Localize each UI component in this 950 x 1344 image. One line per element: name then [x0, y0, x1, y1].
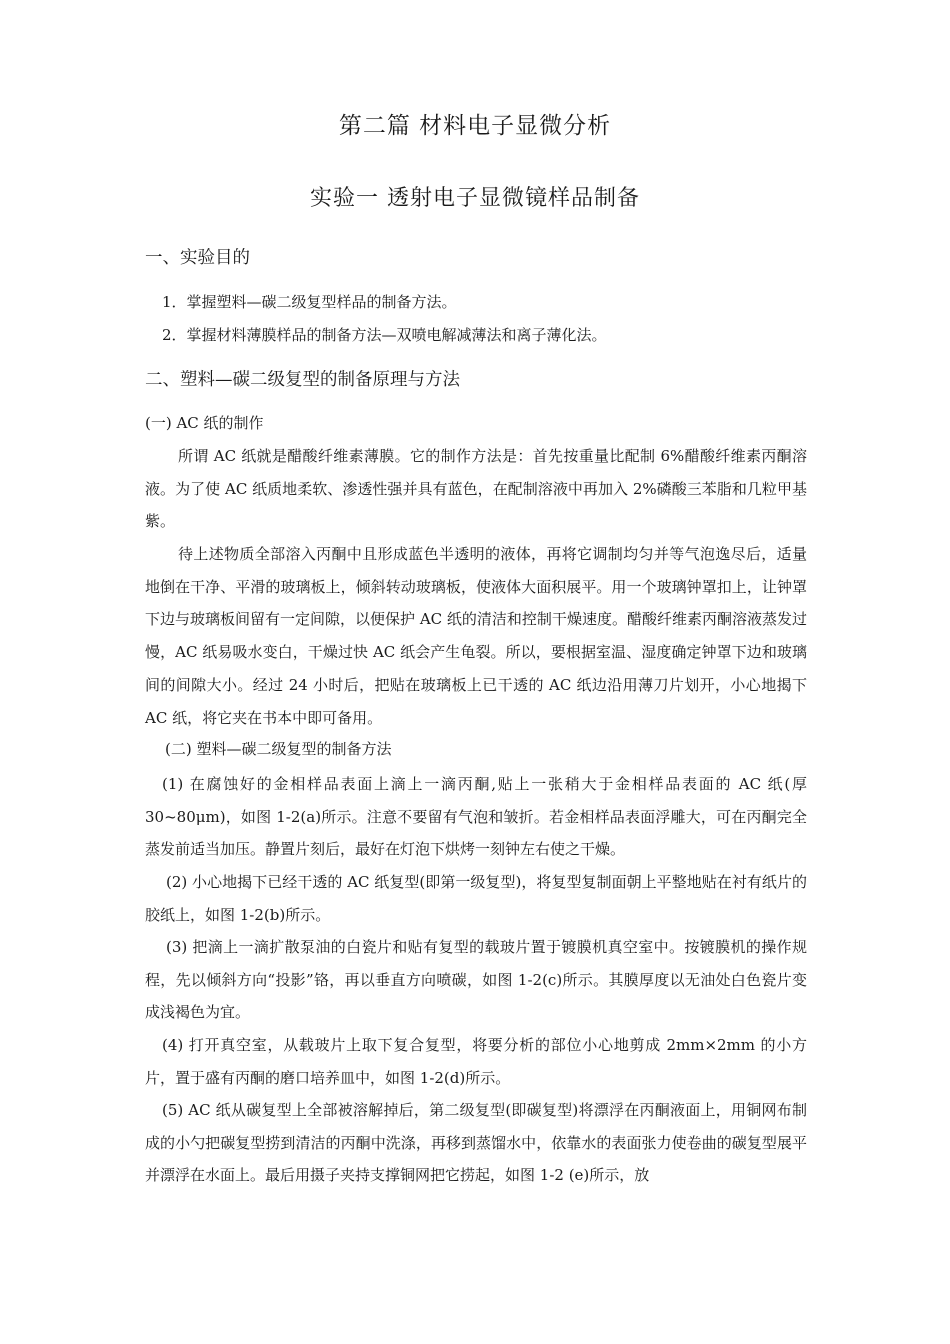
step-paragraph: (5) AC 纸从碳复型上全部被溶解掉后，第二级复型(即碳复型)将漂浮在丙酮液面上，用铜网布制成的小勺把碳复型捞到清洁的丙酮中洗涤，再移到蒸馏水中，依靠水的表面张力使卷曲的碳复型展平并漂浮在水面上。最后用摄子夹持支撑铜网把它捞起，如图 1-2 (e)所示，放 — [145, 1101, 807, 1185]
experiment-title: 实验一 透射电子显微镜样品制备 — [310, 186, 640, 211]
section-heading-principle: 二、塑料—碳二级复型的制备原理与方法 — [145, 370, 460, 390]
objective-item: 1．掌握塑料—碳二级复型样品的制备方法。 — [162, 293, 457, 311]
paragraph: 所谓 AC 纸就是醋酸纤维素薄膜。它的制作方法是：首先按重量比配制 6%醋酸纤维素丙酮溶液。为了使 AC 纸质地柔软、渗透性强并具有蓝色，在配制溶液中再加入 2%磷酸三苯脂和几粒甲基紫。 — [145, 447, 807, 531]
objective-item: 2．掌握材料薄膜样品的制备方法—双喷电解减薄法和离子薄化法。 — [162, 326, 607, 344]
section-heading-objectives: 一、实验目的 — [145, 248, 250, 268]
subsection-heading-ac-paper: (一) AC 纸的制作 — [145, 414, 264, 432]
part-title: 第二篇 材料电子显微分析 — [338, 113, 612, 139]
step-paragraph: (1) 在腐蚀好的金相样品表面上滴上一滴丙酮,贴上一张稍大于金相样品表面的 AC 纸(厚 30~80μm)，如图 1-2(a)所示。注意不要留有气泡和皱折。若金相样品表面浮雕大，可在丙酮完全蒸发前适当加压。静置片刻后，最好在灯泡下烘烤一刻钟左右使之干燥。 — [145, 775, 807, 859]
step-paragraph: (4) 打开真空室，从载玻片上取下复合复型，将要分析的部位小心地剪成 2mm×2mm 的小方片，置于盛有丙酮的磨口培养皿中，如图 1-2(d)所示。 — [145, 1036, 807, 1087]
subsection-heading-replica-method: (二) 塑料—碳二级复型的制备方法 — [165, 740, 392, 758]
step-paragraph: (2) 小心地揭下已经干透的 AC 纸复型(即第一级复型)，将复型复制面朝上平整地贴在衬有纸片的胶纸上，如图 1-2(b)所示。 — [145, 873, 807, 924]
step-paragraph: (3) 把滴上一滴扩散泵油的白瓷片和贴有复型的载玻片置于镀膜机真空室中。按镀膜机的操作规程，先以倾斜方向“投影”铬，再以垂直方向喷碳，如图 1-2(c)所示。其膜厚度以无油处白色瓷片变成浅褐色为宜。 — [145, 938, 807, 1022]
paragraph: 待上述物质全部溶入丙酮中且形成蓝色半透明的液体，再将它调制均匀并等气泡逸尽后，适量地倒在干净、平滑的玻璃板上，倾斜转动玻璃板，使液体大面积展平。用一个玻璃钟罩扣上，让钟罩下边与玻璃板间留有一定间隙，以便保护 AC 纸的清洁和控制干燥速度。醋酸纤维素丙酮溶液蒸发过慢，AC 纸易吸水变白，干燥过快 AC 纸会产生龟裂。所以，要根据室温、湿度确定钟罩下边和玻璃间的间隙大小。经过 24 小时后，把贴在玻璃板上已干透的 AC 纸边沿用薄刀片划开，小心地揭下 AC 纸，将它夹在书本中即可备用。 — [145, 545, 807, 727]
